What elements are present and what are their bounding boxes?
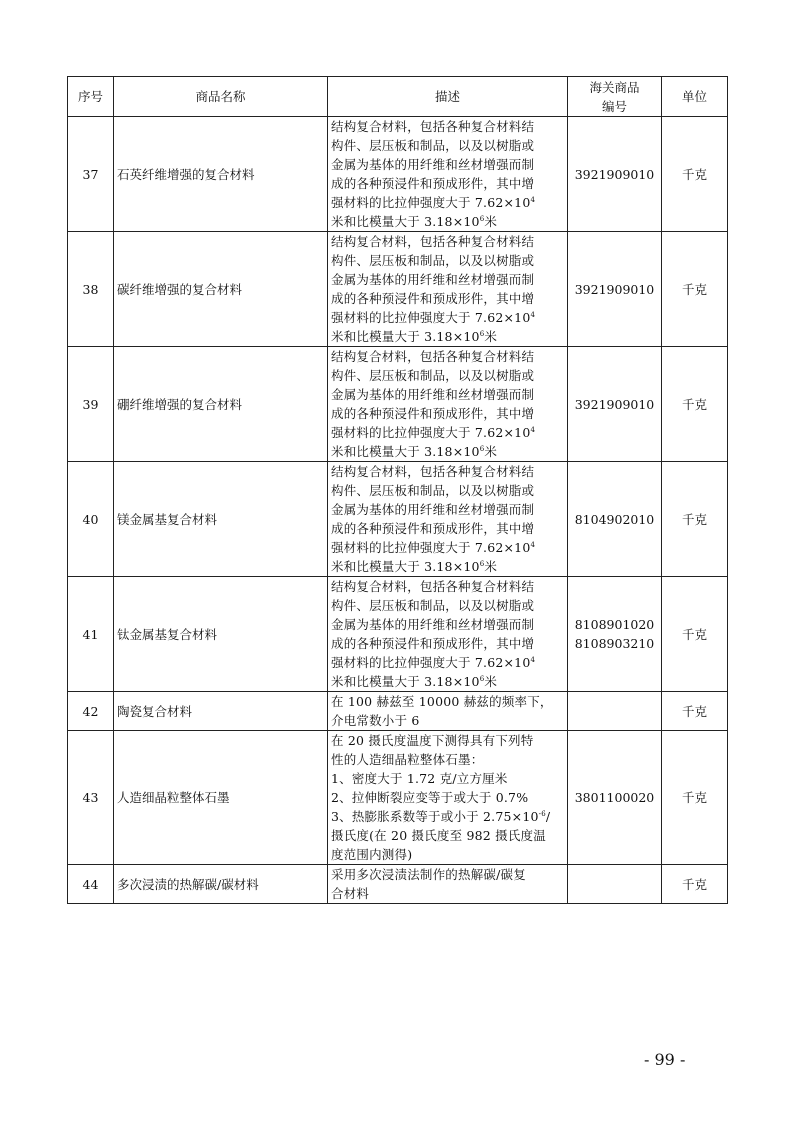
desc-sup: 6 bbox=[479, 214, 485, 223]
row-code bbox=[568, 731, 662, 865]
code-value: 8108901020 bbox=[574, 617, 655, 632]
table-row bbox=[68, 692, 728, 731]
desc-line: 成的各种预浸件和预成形件，其中增 bbox=[331, 291, 535, 306]
desc-line: 金属为基体的用纤维和丝材增强而制 bbox=[331, 502, 535, 517]
desc-text: 强材料的比拉伸强度大于 7.62×10 bbox=[331, 195, 531, 210]
desc-line bbox=[331, 538, 564, 557]
desc-line: 金属为基体的用纤维和丝材增强而制 bbox=[331, 157, 535, 172]
desc-line: 构件、层压板和制品，以及以树脂或 bbox=[331, 138, 535, 153]
desc-line: 结构复合材料，包括各种复合材料结 bbox=[331, 349, 535, 364]
desc-line: 2、拉伸断裂应变等于或大于 0.7% bbox=[331, 790, 529, 805]
desc-line: 结构复合材料，包括各种复合材料结 bbox=[331, 579, 535, 594]
desc-line: 结构复合材料，包括各种复合材料结 bbox=[331, 464, 535, 479]
desc-text: 米 bbox=[484, 444, 498, 459]
desc-text: / bbox=[545, 809, 551, 824]
desc-sup: 4 bbox=[530, 655, 536, 664]
desc-line: 成的各种预浸件和预成形件，其中增 bbox=[331, 636, 535, 651]
desc-line: 金属为基体的用纤维和丝材增强而制 bbox=[331, 272, 535, 287]
desc-line: 结构复合材料，包括各种复合材料结 bbox=[331, 119, 535, 134]
desc-text: 强材料的比拉伸强度大于 7.62×10 bbox=[331, 540, 531, 555]
row-name: 硼纤维增强的复合材料 bbox=[114, 347, 328, 462]
desc-sup: -6 bbox=[538, 809, 546, 818]
desc-line: 成的各种预浸件和预成形件，其中增 bbox=[331, 406, 535, 421]
row-name: 人造细晶粒整体石墨 bbox=[114, 731, 328, 865]
desc-line bbox=[331, 672, 564, 691]
header-unit: 单位 bbox=[662, 77, 728, 117]
desc-line: 采用多次浸渍法制作的热解碳/碳复 bbox=[331, 867, 526, 882]
row-no: 40 bbox=[68, 462, 114, 577]
row-no: 41 bbox=[68, 577, 114, 692]
desc-sup: 6 bbox=[479, 559, 485, 568]
desc-text: 米 bbox=[484, 329, 498, 344]
row-code bbox=[568, 232, 662, 347]
row-unit: 千克 bbox=[662, 865, 728, 904]
row-name: 碳纤维增强的复合材料 bbox=[114, 232, 328, 347]
desc-line: 构件、层压板和制品，以及以树脂或 bbox=[331, 253, 535, 268]
row-code bbox=[568, 117, 662, 232]
row-name: 钛金属基复合材料 bbox=[114, 577, 328, 692]
table-row bbox=[68, 731, 728, 865]
goods-table bbox=[67, 76, 728, 904]
desc-line bbox=[331, 442, 564, 461]
header-code-line1: 海关商品 bbox=[589, 79, 640, 95]
row-no: 44 bbox=[68, 865, 114, 904]
row-code bbox=[568, 577, 662, 692]
desc-line: 成的各种预浸件和预成形件，其中增 bbox=[331, 176, 535, 191]
table-row bbox=[68, 232, 728, 347]
desc-line: 性的人造细晶粒整体石墨： bbox=[331, 752, 484, 767]
row-desc bbox=[328, 577, 568, 692]
desc-text: 强材料的比拉伸强度大于 7.62×10 bbox=[331, 310, 531, 325]
desc-line bbox=[331, 653, 564, 672]
row-unit: 千克 bbox=[662, 577, 728, 692]
desc-sup: 4 bbox=[530, 310, 536, 319]
code-value: 8108903210 bbox=[574, 636, 655, 651]
desc-sup: 4 bbox=[530, 195, 536, 204]
desc-text: 米和比模量大于 3.18×10 bbox=[331, 214, 480, 229]
row-code bbox=[568, 865, 662, 904]
row-desc bbox=[328, 731, 568, 865]
desc-text: 米和比模量大于 3.18×10 bbox=[331, 329, 480, 344]
row-no: 42 bbox=[68, 692, 114, 731]
page-number: - 99 - bbox=[644, 1050, 686, 1069]
table-header-row bbox=[68, 77, 728, 117]
row-unit: 千克 bbox=[662, 731, 728, 865]
table-row bbox=[68, 117, 728, 232]
row-code bbox=[568, 462, 662, 577]
header-code bbox=[568, 77, 662, 117]
code-value: 3921909010 bbox=[574, 396, 655, 412]
desc-line: 合材料 bbox=[331, 886, 370, 901]
row-code bbox=[568, 347, 662, 462]
code-value: 3921909010 bbox=[574, 281, 655, 297]
desc-text: 3、热膨胀系数等于或小于 2.75×10 bbox=[331, 809, 539, 824]
desc-sup: 6 bbox=[479, 674, 485, 683]
desc-line: 度范围内测得) bbox=[331, 847, 413, 862]
code-value: 8104902010 bbox=[574, 511, 655, 527]
desc-line bbox=[331, 327, 564, 346]
row-desc bbox=[328, 117, 568, 232]
header-desc: 描述 bbox=[328, 77, 568, 117]
row-desc bbox=[328, 347, 568, 462]
desc-line: 摄氏度(在 20 摄氏度至 982 摄氏度温 bbox=[331, 828, 546, 843]
desc-line: 1、密度大于 1.72 克/立方厘米 bbox=[331, 771, 508, 786]
row-name: 镁金属基复合材料 bbox=[114, 462, 328, 577]
desc-text: 米和比模量大于 3.18×10 bbox=[331, 674, 480, 689]
row-unit: 千克 bbox=[662, 462, 728, 577]
desc-line: 在 20 摄氏度温度下测得具有下列特 bbox=[331, 733, 534, 748]
desc-line bbox=[331, 193, 564, 212]
row-unit: 千克 bbox=[662, 117, 728, 232]
row-name: 石英纤维增强的复合材料 bbox=[114, 117, 328, 232]
table-row bbox=[68, 347, 728, 462]
desc-text: 米和比模量大于 3.18×10 bbox=[331, 559, 480, 574]
desc-line: 介电常数小于 6 bbox=[331, 713, 420, 728]
desc-line bbox=[331, 423, 564, 442]
desc-sup: 6 bbox=[479, 329, 485, 338]
row-no: 37 bbox=[68, 117, 114, 232]
row-no: 39 bbox=[68, 347, 114, 462]
row-no: 38 bbox=[68, 232, 114, 347]
table-row bbox=[68, 577, 728, 692]
desc-text: 强材料的比拉伸强度大于 7.62×10 bbox=[331, 655, 531, 670]
header-code-line2: 编号 bbox=[601, 98, 627, 114]
desc-text: 米和比模量大于 3.18×10 bbox=[331, 444, 480, 459]
row-desc bbox=[328, 462, 568, 577]
row-unit: 千克 bbox=[662, 347, 728, 462]
row-desc bbox=[328, 232, 568, 347]
desc-line: 构件、层压板和制品，以及以树脂或 bbox=[331, 368, 535, 383]
desc-line bbox=[331, 557, 564, 576]
row-unit: 千克 bbox=[662, 232, 728, 347]
desc-line: 构件、层压板和制品，以及以树脂或 bbox=[331, 598, 535, 613]
desc-text: 米 bbox=[484, 559, 498, 574]
code-value: 3801100020 bbox=[574, 790, 655, 805]
desc-text: 强材料的比拉伸强度大于 7.62×10 bbox=[331, 425, 531, 440]
desc-line bbox=[331, 308, 564, 327]
table-row bbox=[68, 865, 728, 904]
row-desc bbox=[328, 692, 568, 731]
desc-line: 金属为基体的用纤维和丝材增强而制 bbox=[331, 617, 535, 632]
desc-line: 构件、层压板和制品，以及以树脂或 bbox=[331, 483, 535, 498]
header-name: 商品名称 bbox=[114, 77, 328, 117]
header-no: 序号 bbox=[68, 77, 114, 117]
row-name: 陶瓷复合材料 bbox=[114, 692, 328, 731]
row-code bbox=[568, 692, 662, 731]
desc-line: 在 100 赫兹至 10000 赫兹的频率下， bbox=[331, 694, 553, 709]
desc-line: 结构复合材料，包括各种复合材料结 bbox=[331, 234, 535, 249]
desc-line bbox=[331, 807, 564, 826]
row-name: 多次浸渍的热解碳/碳材料 bbox=[114, 865, 328, 904]
code-value: 3921909010 bbox=[574, 166, 655, 182]
desc-sup: 4 bbox=[530, 425, 536, 434]
desc-sup: 4 bbox=[530, 540, 536, 549]
row-unit: 千克 bbox=[662, 692, 728, 731]
table-row bbox=[68, 462, 728, 577]
desc-line bbox=[331, 212, 564, 231]
desc-line: 金属为基体的用纤维和丝材增强而制 bbox=[331, 387, 535, 402]
row-desc bbox=[328, 865, 568, 904]
desc-text: 米 bbox=[484, 674, 498, 689]
desc-text: 米 bbox=[484, 214, 498, 229]
desc-sup: 6 bbox=[479, 444, 485, 453]
desc-line: 成的各种预浸件和预成形件，其中增 bbox=[331, 521, 535, 536]
row-no: 43 bbox=[68, 731, 114, 865]
